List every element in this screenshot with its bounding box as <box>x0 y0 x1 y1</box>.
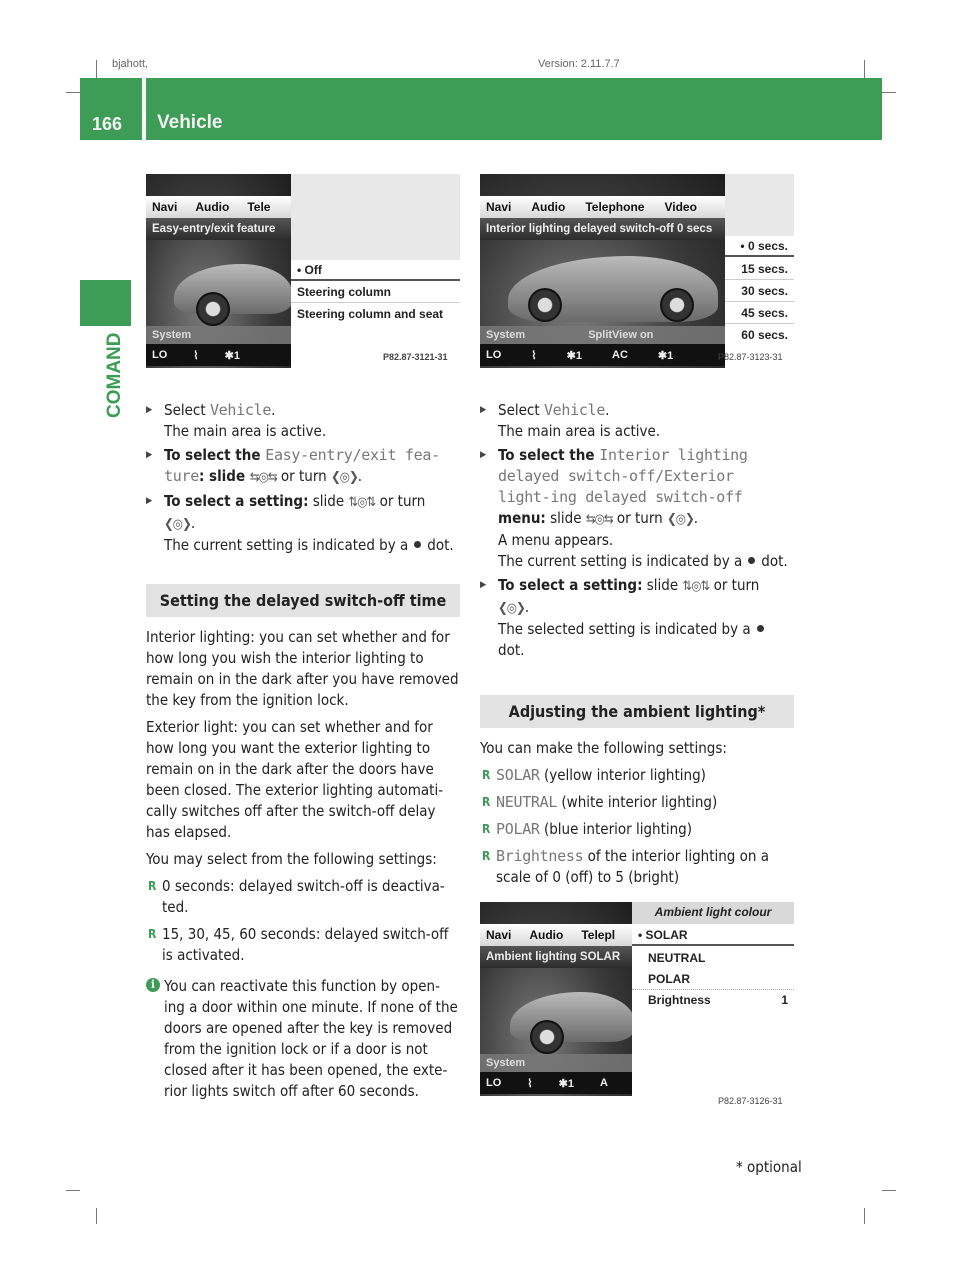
menu-item-0-secs[interactable]: • 0 secs. <box>725 236 794 257</box>
screen-title: Ambient lighting SOLAR <box>480 946 638 968</box>
footer-item: ✱1 <box>224 349 240 362</box>
menu-code: Vehicle <box>209 401 272 419</box>
controller-slide-icon: ⇅◎⇅ <box>348 495 376 510</box>
menu-code: Brightness <box>496 847 584 865</box>
text: . <box>605 401 610 419</box>
text: A menu appears. <box>498 531 614 549</box>
footnote: * optional <box>736 1158 802 1176</box>
nav-item: Telephone <box>585 200 645 214</box>
text: (white interior lighting) <box>557 793 718 811</box>
nav-item: Telepl <box>581 928 616 942</box>
text: or turn <box>709 576 760 594</box>
menu-item-neutral[interactable]: NEUTRAL <box>648 951 706 965</box>
info-text: You can reactivate this function by open-ing a door within one minute. If none of the doors are opened after the key is removed from the ignition lock or if a door is not closed after it has been opened, the exte-rior lights switch off after 60 seconds. <box>164 977 458 1100</box>
text: slide <box>308 492 349 510</box>
list-item: R 0 seconds: delayed switch-off is deactiva-ted. <box>146 876 460 918</box>
brightness-value: 1 <box>781 993 788 1007</box>
footer-item: ✱1 <box>566 349 582 362</box>
figure-code: P82.87-3123-31 <box>718 352 783 362</box>
paragraph: Exterior light: you can set whether and for how long you want the exterior lighting to remain on in the dark after the doors have been closed. The exterior lighting automati-cally switches off after the switch-off delay has elapsed. <box>146 718 444 841</box>
system-label: System <box>486 329 526 341</box>
text: . <box>357 467 363 485</box>
list-item <box>480 846 794 888</box>
footer-item: ⌇ <box>531 349 537 362</box>
crop-mark <box>882 92 896 93</box>
text: . <box>693 509 699 527</box>
crop-mark <box>864 1208 865 1224</box>
sidebar-tab <box>80 280 131 326</box>
step <box>480 400 794 442</box>
nav-item: Audio <box>195 200 230 214</box>
text: or turn <box>375 492 426 510</box>
footer-item: ⌇ <box>193 349 199 362</box>
menu-item-off[interactable]: • Off <box>291 260 460 281</box>
crop-mark <box>96 1208 97 1224</box>
footer-item: LO <box>486 1077 502 1089</box>
controller-slide-icon: ⇅◎⇅ <box>682 579 710 594</box>
text: : slide <box>198 467 250 485</box>
footer-item: ✱1 <box>558 1077 574 1090</box>
footer-item: AC <box>612 349 628 361</box>
text: of the interior lighting on a scale of 0 (off) to 5 (bright) <box>496 847 770 886</box>
options-menu <box>291 174 460 368</box>
controller-turn-icon: ❮◎❯ <box>164 517 191 532</box>
footer-item: LO <box>152 349 168 361</box>
text: or turn <box>612 509 667 527</box>
system-label: System <box>480 1054 632 1072</box>
section-heading: Setting the delayed switch-off time <box>146 584 460 617</box>
menu-item-polar[interactable]: POLAR <box>632 969 794 990</box>
page-number-box <box>80 78 142 140</box>
text: Select <box>164 401 210 419</box>
section-heading: Adjusting the ambient lighting* <box>480 695 794 728</box>
nav-item: Navi <box>152 200 178 214</box>
controller-slide-icon: ⇆◎⇆ <box>585 512 613 527</box>
text: . <box>271 401 276 419</box>
menu-code: Interior lighting delayed switch-off/Exterior light-ing delayed switch-off <box>498 446 748 506</box>
list-item <box>480 792 794 813</box>
figure-code: P82.87-3126-31 <box>718 1096 783 1106</box>
menu-item-15-secs[interactable]: 15 secs. <box>725 259 794 280</box>
step <box>146 445 460 488</box>
splitview-label: SplitView on <box>588 329 654 341</box>
step <box>146 491 460 556</box>
wheel <box>530 1020 564 1054</box>
nav-item: Tele <box>247 200 271 214</box>
crop-mark <box>864 60 865 78</box>
footer-item: A <box>600 1077 608 1089</box>
system-label: System <box>146 326 291 344</box>
text: dot. <box>498 641 525 659</box>
nav-item: Video <box>664 200 697 214</box>
text: menu: <box>498 509 546 527</box>
list-item <box>480 819 794 840</box>
crop-mark <box>882 1190 896 1191</box>
controller-turn-icon: ❮◎❯ <box>330 470 358 485</box>
crop-mark <box>66 1190 80 1191</box>
options-menu <box>725 174 794 368</box>
screen-title: Interior lighting delayed switch-off 0 secs <box>480 218 731 240</box>
text: or turn <box>276 467 331 485</box>
menu-item-steering-column-and-seat[interactable]: Steering column and seat <box>297 307 444 321</box>
step <box>480 575 794 661</box>
list-item <box>480 765 794 786</box>
text: The current setting is indicated by a <box>164 536 409 554</box>
crop-mark <box>96 60 97 78</box>
dot-icon <box>757 625 764 632</box>
wheel <box>528 288 562 322</box>
menu-code: Vehicle <box>543 401 606 419</box>
controller-turn-icon: ❮◎❯ <box>666 512 694 527</box>
screenshot-ambient-lighting <box>480 902 794 1108</box>
list-item: R 15, 30, 45, 60 seconds: delayed switch-off is activated. <box>146 924 460 966</box>
options-menu <box>632 902 794 1096</box>
menu-item-steering-column[interactable]: Steering column <box>291 282 460 303</box>
text: . <box>190 514 196 532</box>
header-bar <box>146 78 882 140</box>
paragraph: You may select from the following settings: <box>146 850 437 868</box>
sidebar-label: COMAND <box>104 332 125 418</box>
menu-item-brightness[interactable] <box>632 990 794 1011</box>
dot-icon <box>748 557 755 564</box>
section-title: Vehicle <box>157 112 223 133</box>
text: . <box>524 598 530 616</box>
menu-item-45-secs[interactable]: 45 secs. <box>725 303 794 324</box>
dot-icon <box>414 541 421 548</box>
wheel <box>196 292 230 326</box>
footer-item: LO <box>486 349 502 361</box>
text: To select a setting: <box>164 492 309 510</box>
page-number: 166 <box>92 114 123 134</box>
right-column <box>480 400 794 894</box>
screenshot-interior-lighting <box>480 174 794 368</box>
step <box>480 445 794 572</box>
text: To select the <box>498 446 600 464</box>
meta-author: bjahott, <box>112 58 149 70</box>
menu-code: POLAR <box>496 820 540 838</box>
text: dot. <box>761 552 788 570</box>
menu-code: SOLAR <box>496 766 540 784</box>
sidebar-gap <box>80 140 131 278</box>
text: (blue interior lighting) <box>539 820 692 838</box>
text: The current setting is indicated by a <box>498 552 743 570</box>
paragraph: Interior lighting: you can set whether and for how long you wish the interior lighting to remain on in the dark after you have removed the key from the ignition lock. <box>146 628 459 709</box>
meta-version: Version: 2.11.7.7 <box>538 58 620 70</box>
controller-turn-icon: ❮◎❯ <box>498 601 525 616</box>
menu-item-solar[interactable]: • SOLAR <box>632 925 794 946</box>
screenshot-easy-entry <box>146 174 460 368</box>
menu-code: NEUTRAL <box>496 793 558 811</box>
controller-slide-icon: ⇆◎⇆ <box>249 470 277 485</box>
nav-item: Navi <box>486 200 512 214</box>
footer-item: ⌇ <box>527 1077 533 1090</box>
text: slide <box>545 509 586 527</box>
nav-item: Audio <box>531 200 566 214</box>
text: Select <box>498 401 544 419</box>
text: The main area is active. <box>164 422 327 440</box>
text: To select a setting: <box>498 576 643 594</box>
nav-item: Navi <box>486 928 512 942</box>
left-column <box>146 400 460 1102</box>
menu-item-60-secs[interactable]: 60 secs. <box>741 328 788 342</box>
step <box>146 400 460 442</box>
brightness-label: Brightness <box>648 993 711 1007</box>
info-icon: i <box>146 978 160 992</box>
text: dot. <box>427 536 454 554</box>
paragraph: You can make the following settings: <box>480 739 727 757</box>
text: The selected setting is indicated by a <box>498 620 751 638</box>
text: slide <box>642 576 683 594</box>
figure-code: P82.87-3121-31 <box>383 352 448 362</box>
menu-code: Easy-entry/exit fea-ture <box>164 446 440 485</box>
footer-item: ✱1 <box>657 349 674 362</box>
wheel <box>660 288 694 322</box>
text: The main area is active. <box>498 422 661 440</box>
text: (yellow interior lighting) <box>539 766 706 784</box>
info-note <box>146 976 460 1102</box>
nav-item: Audio <box>529 928 564 942</box>
screen-title: Easy-entry/exit feature <box>146 218 297 240</box>
crop-mark <box>66 92 80 93</box>
text: To select the <box>164 446 266 464</box>
menu-item-30-secs[interactable]: 30 secs. <box>725 281 794 302</box>
menu-title: Ambient light colour <box>632 902 794 924</box>
